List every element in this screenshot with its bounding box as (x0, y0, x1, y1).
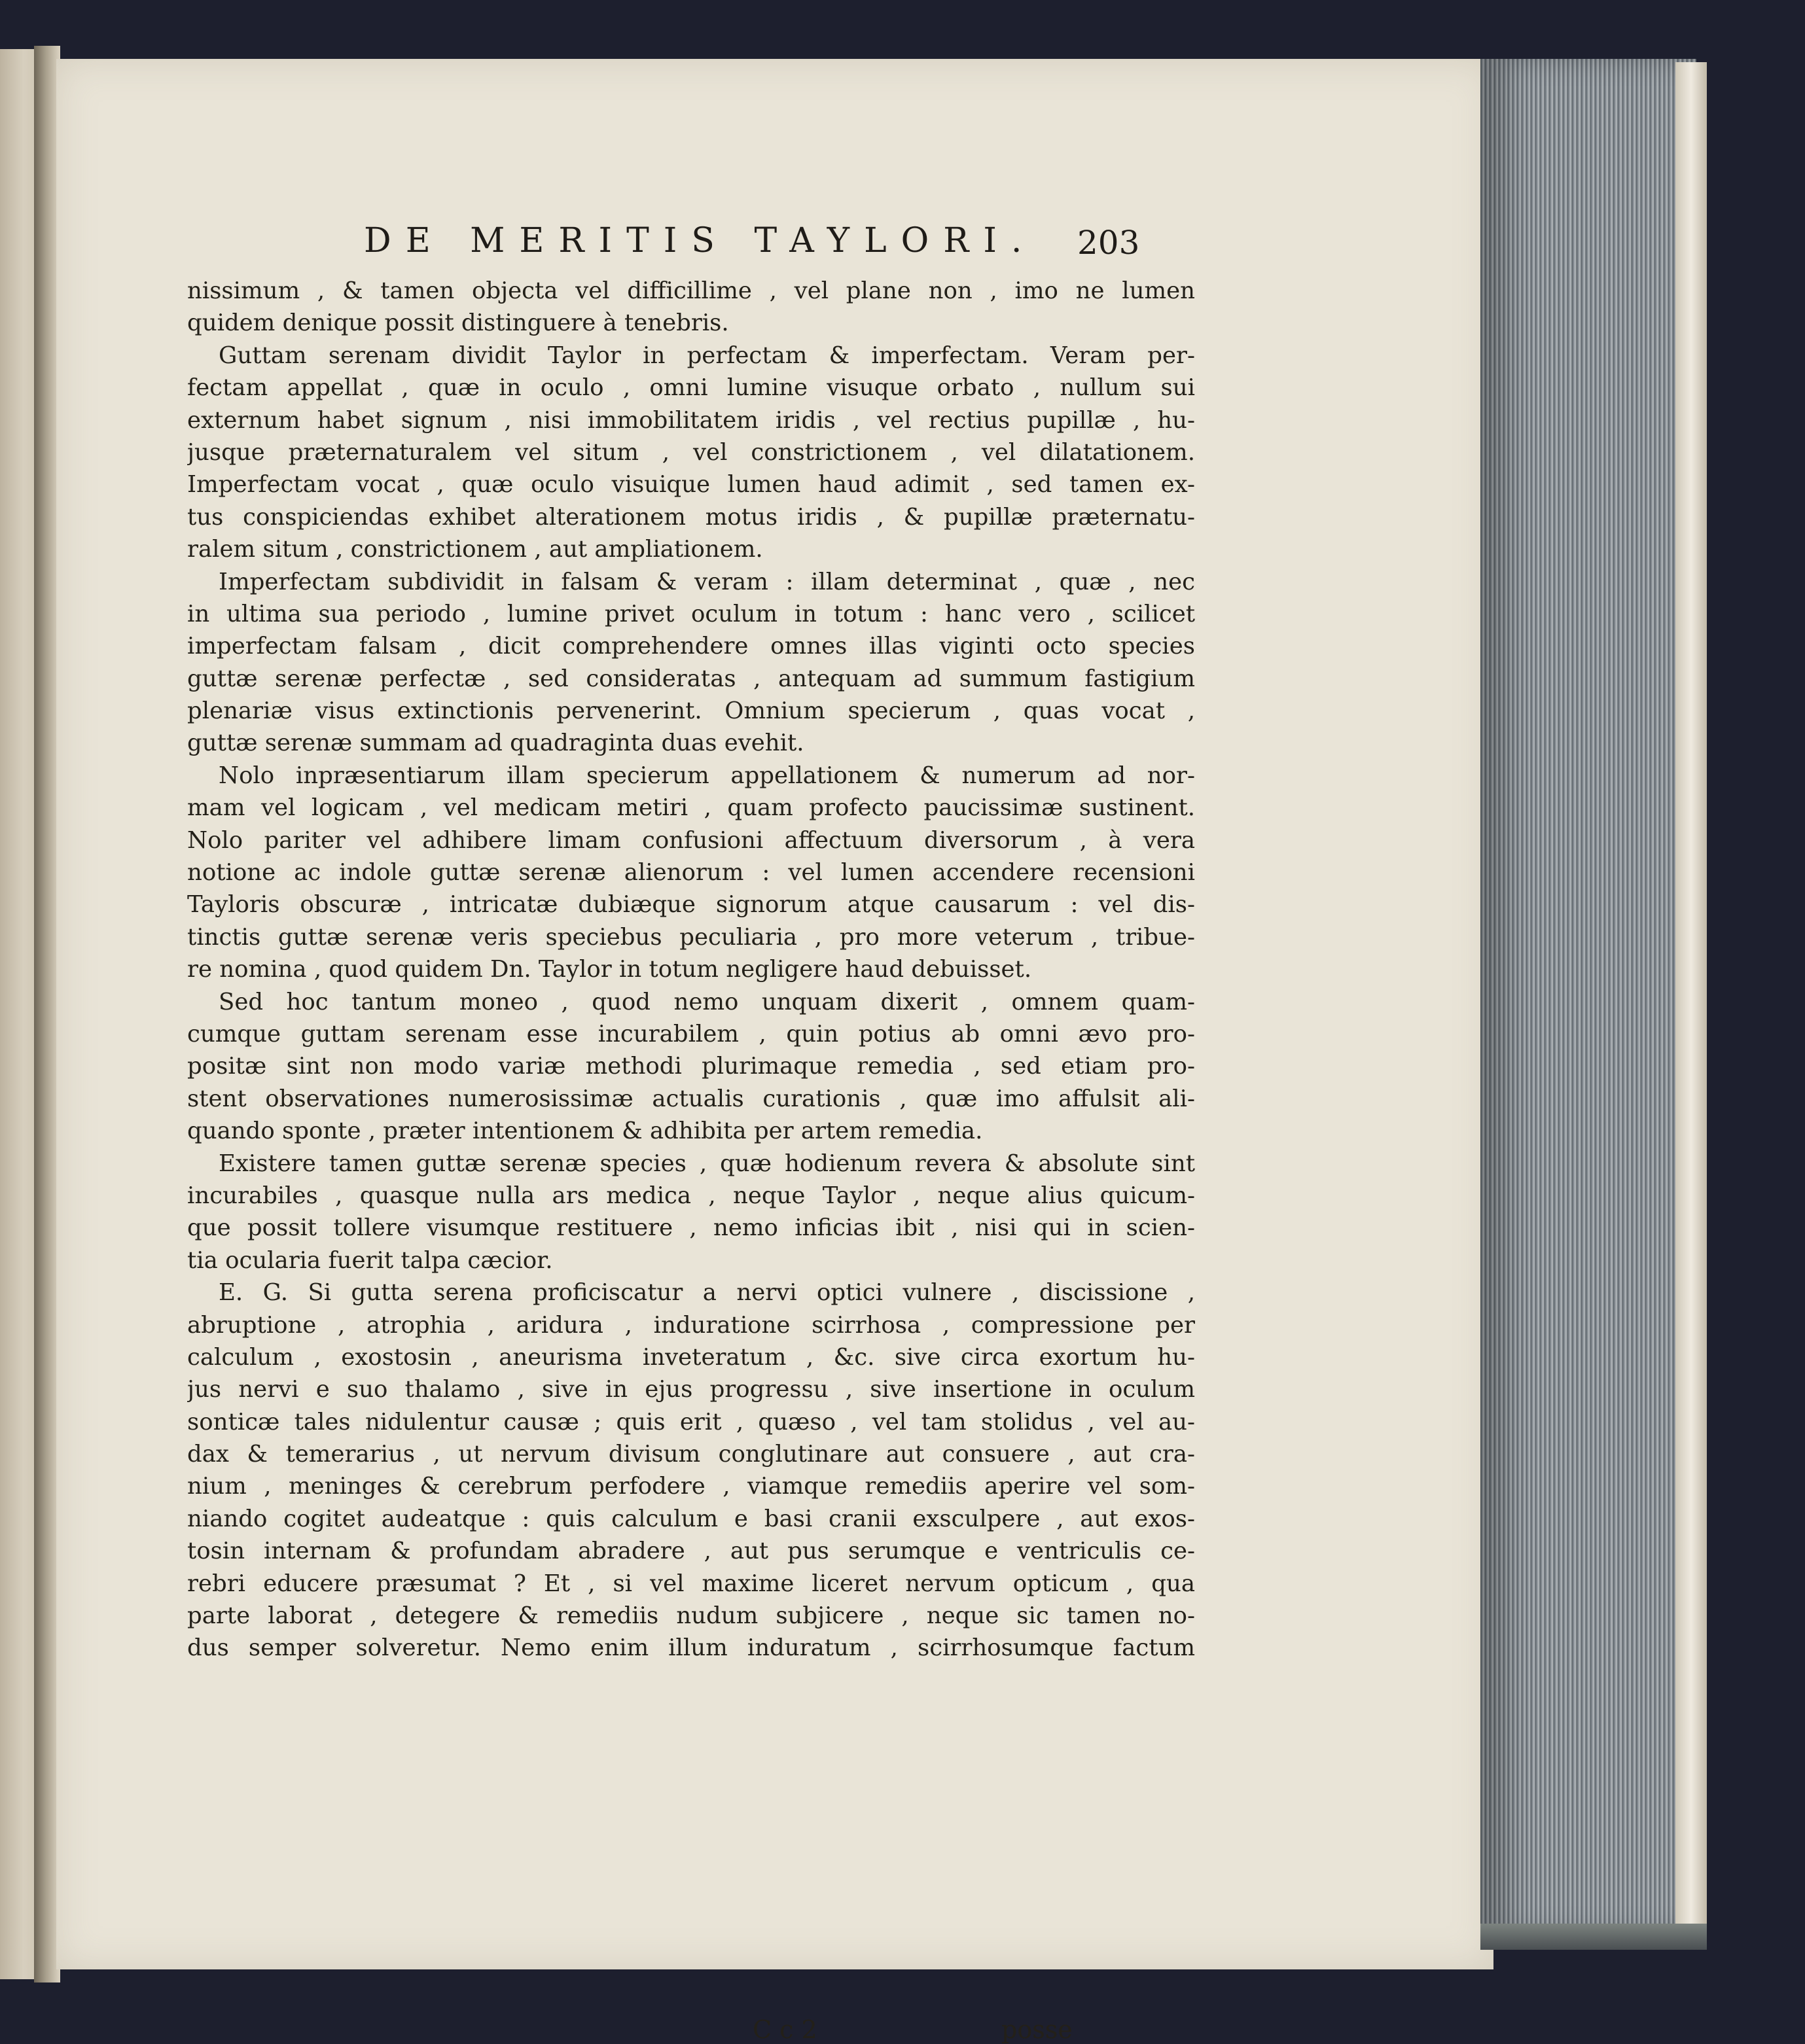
page-number: 203 (1077, 224, 1140, 262)
text-line: externum habet signum , nisi immobilitatem iridis , vel rectius pupillæ , hu- (187, 406, 1195, 434)
text-line: incurabiles , quasque nulla ars medica , neque Taylor , neque alius quicum- (187, 1182, 1195, 1209)
text-line: Imperfectam vocat , quæ oculo visuique lumen haud adimit , sed tamen ex- (187, 471, 1195, 499)
text-line: que possit tollere visumque restituere , nemo inficias ibit , nisi qui in scien- (187, 1214, 1195, 1242)
text-line: Tayloris obscuræ , intricatæ dubiæque signorum atque causarum : vel dis- (187, 891, 1195, 919)
text-line: guttæ serenæ perfectæ , sed consideratas , antequam ad summum fastigium (187, 665, 1195, 692)
text-line: abruptione , atrophia , aridura , induratione scirrhosa , compressione per (187, 1311, 1195, 1339)
text-line: dus semper solveretur. Nemo enim illum induratum , scirrhosumque factum (187, 1634, 1195, 1662)
text-line: tus conspiciendas exhibet alterationem motus iridis , & pupillæ præternatu- (187, 503, 1195, 531)
text-line: in ultima sua periodo , lumine privet oculum in totum : hanc vero , scilicet (187, 600, 1195, 627)
running-head (56, 170, 1493, 275)
page-edges (1480, 59, 1696, 1933)
text-line: fectam appellat , quæ in oculo , omni lumine visuque orbato , nullum sui (187, 374, 1195, 402)
text-line: nissimum , & tamen objecta vel difficillime , vel plane non , imo ne lumen (187, 277, 1195, 304)
text-line: E. G. Si gutta serena proficiscatur a nervi optici vulnere , discissione , (219, 1279, 1195, 1307)
text-line: re nomina , quod quidem Dn. Taylor in totum negligere haud debuisset. (187, 956, 1032, 983)
text-line: notione ac indole guttæ serenæ alienorum : vel lumen accendere recensioni (187, 859, 1195, 887)
running-title: DE MERITIS TAYLORI. (364, 221, 1037, 260)
text-line: Nolo pariter vel adhibere limam confusioni affectuum diversorum , à vera (187, 826, 1195, 854)
text-line: jusque præternaturalem vel situm , vel constrictionem , vel dilatationem. (187, 438, 1195, 466)
text-line: Sed hoc tantum moneo , quod nemo unquam dixerit , omnem quam- (219, 988, 1195, 1015)
text-line: parte laborat , detegere & remediis nudum subjicere , neque sic tamen no- (187, 1602, 1195, 1630)
page-edges-bottom (1480, 1924, 1707, 1950)
text-line: niando cogitet audeatque : quis calculum e basi cranii exsculpere , aut exos- (187, 1505, 1195, 1532)
text-line: Imperfectam subdividit in falsam & veram : illam determinat , quæ , nec (219, 568, 1195, 595)
body-text (187, 275, 1195, 1665)
text-line: guttæ serenæ summam ad quadraginta duas evehit. (187, 730, 804, 757)
text-line: tinctis guttæ serenæ veris speciebus peculiaria , pro more veterum , tribue- (187, 923, 1195, 951)
text-line: Existere tamen guttæ serenæ species , quæ hodienum revera & absolute sint (219, 1150, 1195, 1177)
text-line: imperfectam falsam , dicit comprehendere omnes illas viginti octo species (187, 633, 1195, 660)
facing-page-edge (0, 49, 39, 1979)
text-line: stent observationes numerosissimæ actualis curationis , quæ imo affulsit ali- (187, 1085, 1195, 1112)
text-line: jus nervi e suo thalamo , sive in ejus progressu , sive insertione in oculum (187, 1376, 1195, 1403)
text-line: Nolo inpræsentiarum illam specierum appellationem & numerum ad nor- (219, 762, 1195, 789)
text-line: quando sponte , præter intentionem & adhibita per artem remedia. (187, 1118, 983, 1145)
text-line: plenariæ visus extinctionis pervenerint. Omnium specierum , quas vocat , (187, 697, 1195, 725)
text-line: calculum , exostosin , aneurisma inveteratum , &c. sive circa exortum hu- (187, 1343, 1195, 1371)
text-line: ralem situm , constrictionem , aut ampliationem. (187, 536, 763, 563)
text-line: nium , meninges & cerebrum perfodere , viamque remediis aperire vel som- (187, 1473, 1195, 1500)
text-line: Guttam serenam dividit Taylor in perfectam & imperfectam. Veram per- (219, 342, 1195, 369)
text-line: dax & temerarius , ut nervum divisum conglutinare aut consuere , aut cra- (187, 1441, 1195, 1468)
text-line: cumque guttam serenam esse incurabilem , quin potius ab omni ævo pro- (187, 1020, 1195, 1048)
text-line: mam vel logicam , vel medicam metiri , quam profecto paucissimæ sustinent. (187, 794, 1195, 822)
text-line: sonticæ tales nidulentur causæ ; quis erit , quæso , vel tam stolidus , vel au- (187, 1408, 1195, 1436)
book-page (56, 59, 1493, 1969)
signature-mark: C c 2 (753, 2015, 817, 2044)
text-line: tia ocularia fuerit talpa cæcior. (187, 1246, 553, 1274)
catchword: posse (1001, 2015, 1073, 2044)
text-line: positæ sint non modo variæ methodi plurimaque remedia , sed etiam pro- (187, 1053, 1195, 1080)
book-board (1675, 62, 1707, 1930)
text-line: rebri educere præsumat ? Et , si vel maxime liceret nervum opticum , qua (187, 1570, 1195, 1597)
text-line: quidem denique possit distinguere à tenebris. (187, 309, 729, 337)
text-line: tosin internam & profundam abradere , aut pus serumque e ventriculis ce- (187, 1538, 1195, 1565)
